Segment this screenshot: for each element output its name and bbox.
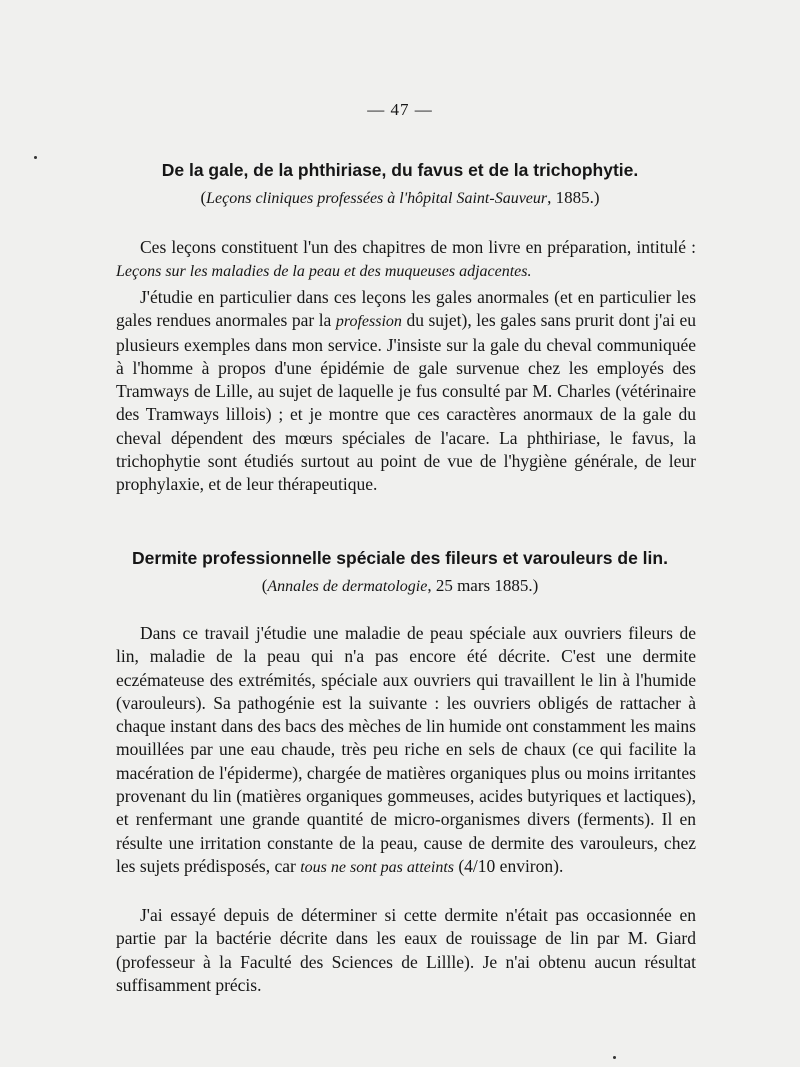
paragraph — [116, 622, 696, 879]
paragraph-text: (4/10 environ). — [458, 855, 564, 876]
emphasis: tous ne sont pas atteints — [300, 858, 454, 876]
source-date: , 1885. — [547, 188, 594, 207]
section-source-gale: (Leçons cliniques professées à l'hôpital Saint-Sauveur, 1885.) — [200, 188, 600, 207]
emphasis: profession — [335, 313, 402, 331]
source-title: Leçons cliniques professées à l'hôpital Saint-Sauveur — [206, 190, 548, 207]
paragraph — [116, 236, 696, 284]
scan-speck — [34, 156, 37, 159]
paragraph-text: Ces leçons constituent l'un des chapitres de mon livre en préparation, intitulé : — [140, 237, 696, 257]
paragraph-text: J'ai essayé depuis de déterminer si cette dermite n'était pas occasionnée en partie par la bactérie décrite dans les eaux de rouissage de lin par M. Giard (professeur à la Faculté des Sciences de Lillle). Je n'ai obtenu aucun résultat suffisamment précis. — [116, 905, 696, 995]
paragraph-text: J'étudie en particulier dans ces leçons les gales anormales (et en particulier les gales rendues anormales par la — [116, 287, 696, 331]
paragraph-text: du sujet), les gales sans prurit dont j'ai eu plusieurs exemples dans mon service. J'insiste sur la gale du cheval communiquée à l'homme à propos d'une épidémie de gale survenue chez les employés des Tramways de Lille, au sujet de laquelle je fus consulté par M. Charles (vétérinaire des Tramways lillois) ; et je montre que ces caractères anormaux de la gale du cheval dépendent des mœurs spéciales de l'acare. La phthiriase, le favus, la trichophytie sont étudiés surtout au point de vue de l'hygiène générale, de leur prophylaxie, et de leur thérapeutique. — [116, 310, 696, 495]
paragraph-text: Dans ce travail j'étudie une maladie de peau spéciale aux ouvriers fileurs de lin, maladie de la peau qui n'a pas encore été décrite. C'est une dermite eczémateuse des extrémités, spéciale aux ouvriers qui travaillent le lin à l'humide (varouleurs). Sa pathogénie est la suivante : les ouvriers obligés de rattacher à chaque instant dans des bacs des mèches de lin humide ont constamment les mains mouillées par une eau chaude, très peu riche en sels de chaux (ce qui facilite la macération de l'épiderme), chargée de matières organiques plus ou moins irritantes provenant du lin (matières organiques gommeuses, acides butyriques et lactiques), et renfermant une grande quantité de micro-organismes divers (ferments). Il en résulte une irritation constante de la peau, cause de dermite des varouleurs, chez les sujets prédisposés, car — [116, 623, 696, 876]
section-source-dermite: (Annales de dermatologie, 25 mars 1885.) — [261, 576, 539, 595]
book-title: Leçons sur les maladies de la peau et des muqueuses adjacentes. — [116, 263, 532, 281]
paragraph — [116, 286, 696, 497]
scan-speck — [613, 1056, 616, 1059]
section-title-gale: De la gale, de la phthiriase, du favus et de la trichophytie. — [161, 160, 639, 180]
section-title-dermite: Dermite professionnelle spéciale des fileurs et varouleurs de lin. — [132, 548, 668, 568]
source-title: Annales de dermatologie — [267, 578, 428, 595]
source-date: , 25 mars 1885. — [427, 576, 533, 595]
page-number: — 47 — — [367, 100, 433, 119]
paragraph — [116, 904, 696, 997]
